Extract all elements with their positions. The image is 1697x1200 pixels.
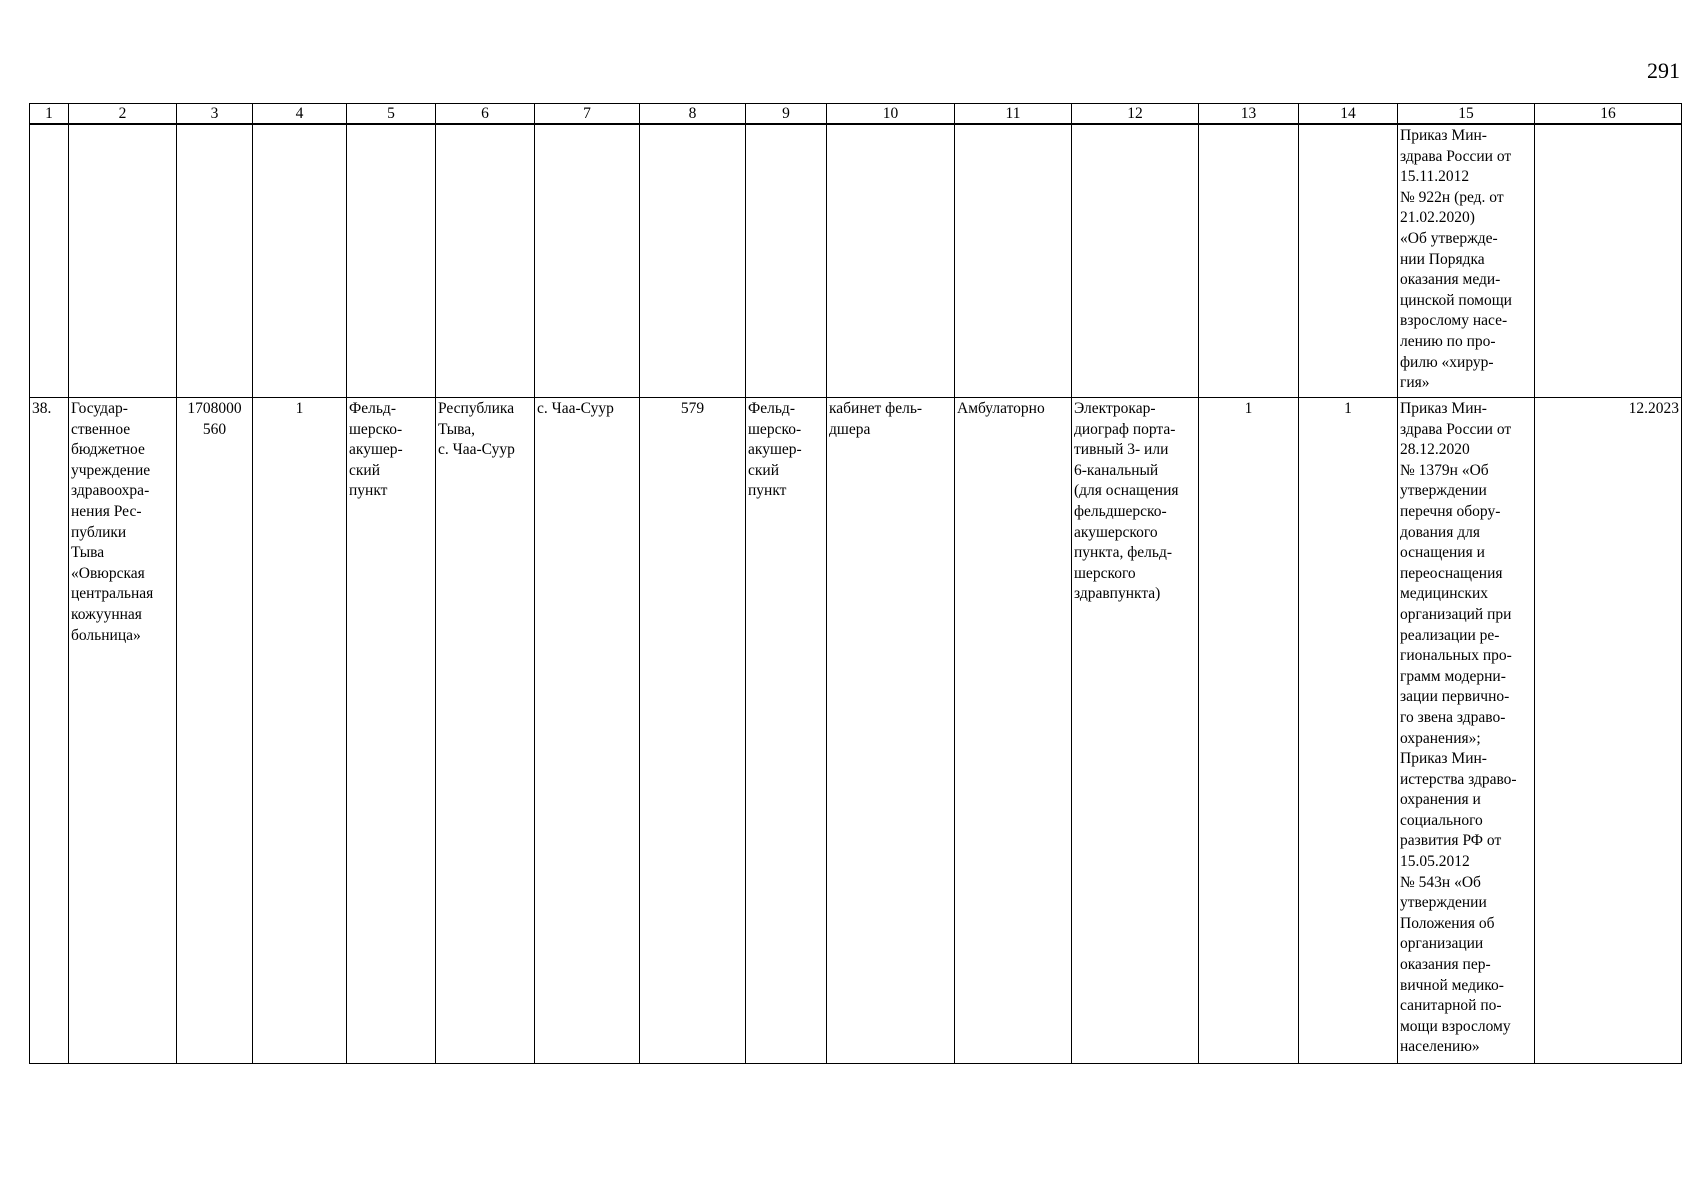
column-header: 13 (1199, 104, 1299, 125)
column-header: 4 (253, 104, 347, 125)
column-header: 7 (535, 104, 640, 125)
address-cell: Республика Тыва, с. Чаа-Суур (436, 398, 535, 1064)
unit-type-cell: Фельд- шерско- акушер- ский пункт (347, 398, 436, 1064)
column-header: 1 (30, 104, 69, 125)
table-cell (955, 124, 1072, 398)
quantity-cell: 1 (1199, 398, 1299, 1064)
table-cell (640, 124, 746, 398)
table-cell (253, 124, 347, 398)
table-cell (1535, 124, 1682, 398)
equipment-cell: Электрокар- диограф порта- тивный 3- или 6-канальный (для оснащения фельдшерско- акушерского пункта, фельд- шерского здравпункта) (1072, 398, 1199, 1064)
population-cell: 579 (640, 398, 746, 1064)
legal-basis-cell: Приказ Мин- здрава России от 15.11.2012 № 922н (ред. от 21.02.2020) «Об утвержде- нии Порядка оказания меди- цинской помощи взрослому насе- лению по про- филю «хирур- гия» (1398, 124, 1535, 398)
care-condition-cell: Амбулаторно (955, 398, 1072, 1064)
table-cell (347, 124, 436, 398)
column-header: 5 (347, 104, 436, 125)
legal-basis-cell: Приказ Мин- здрава России от 28.12.2020 № 1379н «Об утверждении перечня обору- дования для оснащения и переоснащения медицинских организаций при реализации ре- гиональных про- грамм модерни- зации первично- го звена здраво- охранения»; Приказ Мин- истерства здраво- охранения и социального развития РФ от 15.05.2012 № 543н «Об утверждении Положения об организации оказания пер- вичной медико- санитарной по- мощи взрослому населению» (1398, 398, 1535, 1064)
organization-cell: Государ- ственное бюджетное учреждение здравоохра- нения Рес- публики Тыва «Овюрская центральная кожуунная больница» (69, 398, 177, 1064)
column-header: 11 (955, 104, 1072, 125)
table-cell (69, 124, 177, 398)
row-number-cell: 38. (30, 398, 69, 1064)
table-cell (746, 124, 827, 398)
table-cell (1199, 124, 1299, 398)
column-number-row (30, 104, 1682, 125)
quantity-cell: 1 (1299, 398, 1398, 1064)
column-header: 16 (1535, 104, 1682, 125)
column-header: 9 (746, 104, 827, 125)
table-cell (436, 124, 535, 398)
column-header: 14 (1299, 104, 1398, 125)
column-header: 6 (436, 104, 535, 125)
page-number: 291 (1647, 58, 1680, 83)
table-cell (827, 124, 955, 398)
table-cell (1299, 124, 1398, 398)
date-cell: 12.2023 (1535, 398, 1682, 1064)
column-header: 2 (69, 104, 177, 125)
table-cell (1072, 124, 1199, 398)
table-cell (177, 124, 253, 398)
column-header: 10 (827, 104, 955, 125)
code-cell: 1708000 560 (177, 398, 253, 1064)
table-row-38 (30, 398, 1682, 1064)
table-cell (535, 124, 640, 398)
continuation-row (30, 124, 1682, 398)
column-header: 15 (1398, 104, 1535, 125)
room-cell: кабинет фель- дшера (827, 398, 955, 1064)
column-header: 12 (1072, 104, 1199, 125)
table-cell (30, 124, 69, 398)
count-cell: 1 (253, 398, 347, 1064)
subdivision-cell: Фельд- шерско- акушер- ский пункт (746, 398, 827, 1064)
settlement-cell: с. Чаа-Суур (535, 398, 640, 1064)
column-header: 8 (640, 104, 746, 125)
equipment-table (29, 103, 1682, 1064)
column-header: 3 (177, 104, 253, 125)
